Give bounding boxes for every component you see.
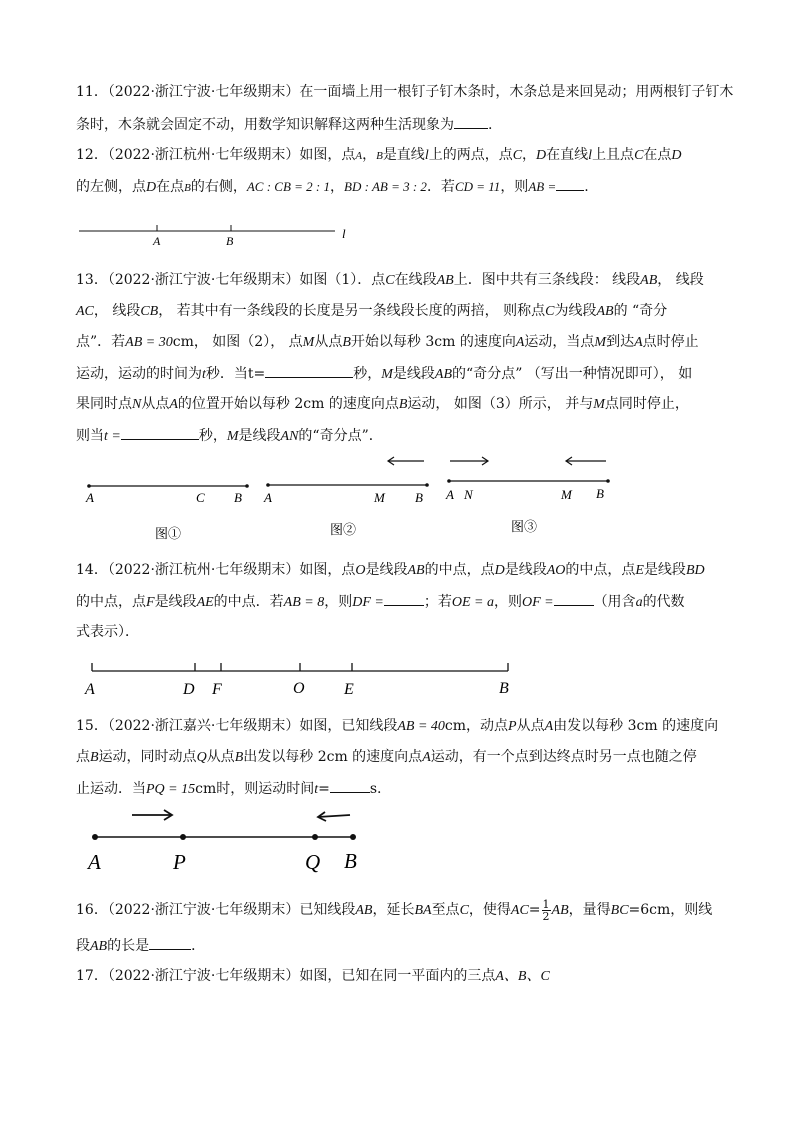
- q13-fig2-label-a: A: [264, 490, 272, 505]
- q13-fig3-label-b: B: [596, 486, 604, 501]
- q12-label-a: A: [153, 234, 161, 248]
- q13-line-1: 13．（2022·浙江宁波·七年级期末）如图（1）．点C在线段AB上．图中共有三条线段： 线段AB， 线段: [76, 272, 704, 288]
- q13-fig3-label-m: M: [561, 487, 572, 502]
- q13-fig3-label-a: A: [446, 487, 454, 502]
- q12-line-1: 12．（2022·浙江杭州·七年级期末）如图，点A，B是直线l上的两点，点C，D在直线l上且点C在点D: [76, 147, 682, 163]
- q13-line-3: 点”．若AB = 30cm， 如图（2）， 点M从点B开始以每秒 3cm 的速度向A运动，当点M到达A点时停止: [76, 334, 699, 350]
- q15-point-a: [92, 834, 98, 840]
- q16-line-1: 16．（2022·浙江宁波·七年级期末）已知线段AB，延长BA至点C，使得AC= $\frac{1}{2}$ AB，量得BC=6cm，则线: [76, 897, 713, 923]
- q17-line-1: 17．（2022·浙江宁波·七年级期末）如图，已知在同一平面内的三点A、B、C: [76, 968, 550, 984]
- q15-point-b: [350, 834, 356, 840]
- q13-line-2: AC， 线段CB， 若其中有一条线段的长度是另一条线段长度的两掊， 则称点C为线段AB的 “奇分: [76, 303, 668, 319]
- q13-fig1-caption: 图①: [155, 526, 182, 541]
- q14-label-f: F: [212, 681, 222, 698]
- q13-fig1-label-a: A: [86, 490, 94, 505]
- q13-line-6: 则当t = 秒，M是线段AN的“奇分点”．: [76, 425, 383, 447]
- q14-label-e: E: [344, 681, 354, 698]
- q13-fig1-label-b: B: [234, 490, 242, 505]
- q15-line-3: 止运动．当PQ = 15cm时，则运动时间t= s.: [76, 778, 382, 800]
- q12-label-l: l: [342, 226, 346, 241]
- q14-label-d: D: [183, 681, 195, 698]
- q15-label-b: B: [344, 849, 357, 873]
- q16-answer-blank[interactable]: [149, 935, 191, 950]
- q12-label-b: B: [226, 234, 234, 248]
- q15-line-2: 点B运动，同时动点Q从点B出发以每秒 2cm 的速度向点A运动，有一个点到达终点时另一点也随之停: [76, 749, 697, 765]
- q11-text-2: 条时，木条就会固定不动，用数学知识解释这两种生活现象为: [76, 117, 454, 133]
- q13-fig3-caption: 图③: [511, 519, 538, 534]
- q15-label-p: P: [173, 850, 186, 874]
- q13-line-5: 果同时点N从点A的位置开始以每秒 2cm 的速度向点B运动， 如图（3）所示， 并与M点同时停止，: [76, 396, 689, 412]
- q15-point-q: [312, 834, 318, 840]
- q11-text-1: 11．（2022·浙江宁波·七年级期末）在一面墙上用一根钉子钉木条时，木条总是来回晃动；用两根钉子钉木: [76, 84, 734, 100]
- q13-fig1-label-c: C: [196, 490, 205, 505]
- q14-line-1: 14．（2022·浙江杭州·七年级期末）如图，点O是线段AB的中点，点D是线段AO的中点，点E是线段BD: [76, 562, 705, 578]
- q14-line-3: 式表示）．: [76, 624, 139, 640]
- q12-line-2: 的左侧，点D在点B的右侧，AC : CB = 2 : 1，BD : AB = 3 : 2．若CD = 11，则AB = .: [76, 176, 589, 198]
- q14-label-a: A: [85, 681, 95, 698]
- q16-fraction: $\frac{1}{2}$: [542, 897, 550, 923]
- q14-label-o: O: [293, 680, 305, 697]
- q13-line-4: 运动，运动的时间为t秒．当t= 秒，M是线段AB的“奇分点” （写出一种情况即可）， 如: [76, 363, 692, 385]
- q15-line-1: 15．（2022·浙江嘉兴·七年级期末）如图，已知线段AB = 40cm，动点P从点A由发以每秒 3cm 的速度向: [76, 718, 719, 734]
- q13-fig2-label-b: B: [415, 490, 423, 505]
- q13-fig2-caption: 图②: [330, 522, 357, 537]
- q13-fig3-label-n: N: [464, 487, 473, 502]
- q15-label-q: Q: [305, 850, 321, 874]
- q13-fig2-label-m: M: [374, 490, 385, 505]
- q11-line-2: 条时，木条就会固定不动，用数学知识解释这两种生活现象为 .: [76, 114, 492, 135]
- q15-label-a: A: [88, 850, 101, 874]
- q14-line-2: 的中点，点F是线段AE的中点．若AB = 8，则DF = ；若OE = a，则OF = （用含a的代数: [76, 591, 685, 613]
- q16-line-2: 段AB的长是 ．: [76, 935, 205, 957]
- q15-arrow-left: [318, 815, 350, 817]
- q14-label-b: B: [499, 680, 509, 697]
- q15-point-p: [180, 834, 186, 840]
